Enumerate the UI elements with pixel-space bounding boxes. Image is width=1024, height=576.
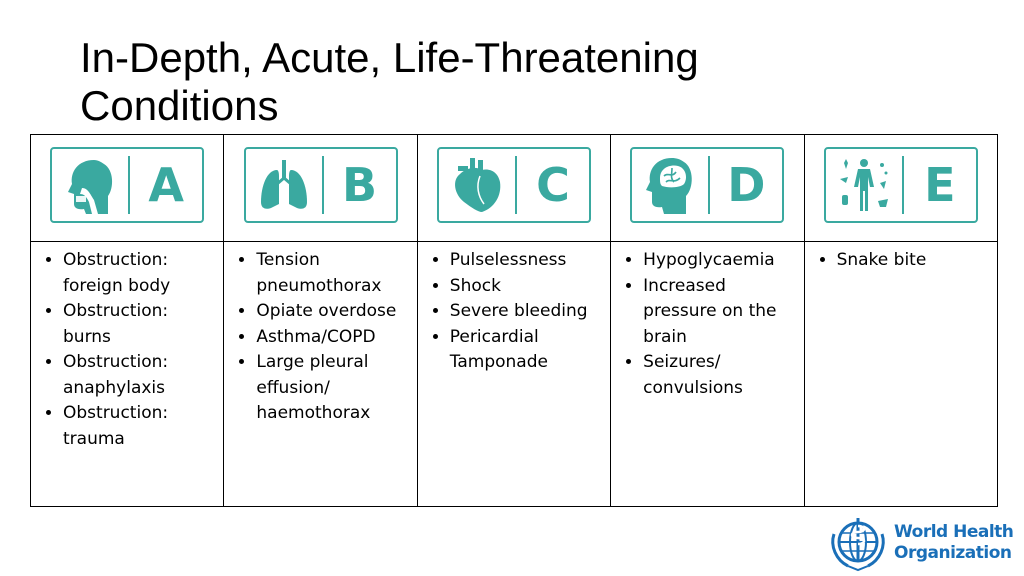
letter-c: C	[536, 158, 570, 212]
list-item: • Increased pressure on the brain	[643, 274, 795, 351]
who-line-2: Organization	[894, 543, 1012, 563]
header-cell-c	[417, 135, 610, 242]
list-item: • Obstruction: burns	[63, 299, 215, 350]
letter-a: A	[148, 158, 184, 212]
list-b	[224, 248, 416, 427]
list-item: • Asthma/COPD	[256, 325, 408, 351]
conditions-row	[31, 242, 998, 507]
list-c	[418, 248, 610, 376]
card-b	[244, 147, 398, 223]
list-item: • Large pleural effusion/ haemothorax	[256, 350, 408, 427]
who-logo	[828, 514, 1018, 572]
card-d	[630, 147, 784, 223]
airway-head-icon	[52, 149, 128, 221]
header-cell-d	[611, 135, 804, 242]
header-cell-e	[804, 135, 997, 242]
title-line-2: Conditions	[80, 82, 279, 129]
list-item: • Obstruction: anaphylaxis	[63, 350, 215, 401]
list-cell-b	[224, 242, 417, 507]
brain-head-icon	[632, 149, 708, 221]
who-emblem-icon	[828, 514, 888, 572]
list-item: • Pulselessness	[450, 248, 602, 274]
list-cell-c	[417, 242, 610, 507]
list-item: • Shock	[450, 274, 602, 300]
card-c	[437, 147, 591, 223]
list-item: • Severe bleeding	[450, 299, 602, 325]
who-wordmark	[894, 522, 1013, 564]
list-item: • Snake bite	[837, 248, 989, 274]
letter-b: B	[342, 158, 378, 212]
list-item: • Pericardial Tamponade	[450, 325, 602, 376]
list-cell-a	[31, 242, 224, 507]
list-a	[31, 248, 223, 452]
list-item: • Hypoglycaemia	[643, 248, 795, 274]
list-cell-d	[611, 242, 804, 507]
lungs-icon	[246, 149, 322, 221]
card-a	[50, 147, 204, 223]
card-e	[824, 147, 978, 223]
icon-row	[31, 135, 998, 242]
header-cell-b	[224, 135, 417, 242]
list-item: • Obstruction: foreign body	[63, 248, 215, 299]
letter-d: D	[727, 158, 766, 212]
header-cell-a	[31, 135, 224, 242]
list-e	[805, 248, 997, 274]
list-item: • Obstruction: trauma	[63, 401, 215, 452]
list-d	[611, 248, 803, 401]
abcde-table	[30, 134, 998, 507]
list-item: • Opiate overdose	[256, 299, 408, 325]
title-line-1: In-Depth, Acute, Life-Threatening	[80, 34, 699, 81]
list-item: • Seizures/ convulsions	[643, 350, 795, 401]
who-line-1: World Health	[894, 522, 1014, 542]
list-item: • Tension pneumothorax	[256, 248, 408, 299]
slide-title	[80, 34, 960, 130]
body-exposure-icon	[826, 149, 902, 221]
list-cell-e	[804, 242, 997, 507]
letter-e: E	[924, 158, 956, 212]
heart-icon	[439, 149, 515, 221]
